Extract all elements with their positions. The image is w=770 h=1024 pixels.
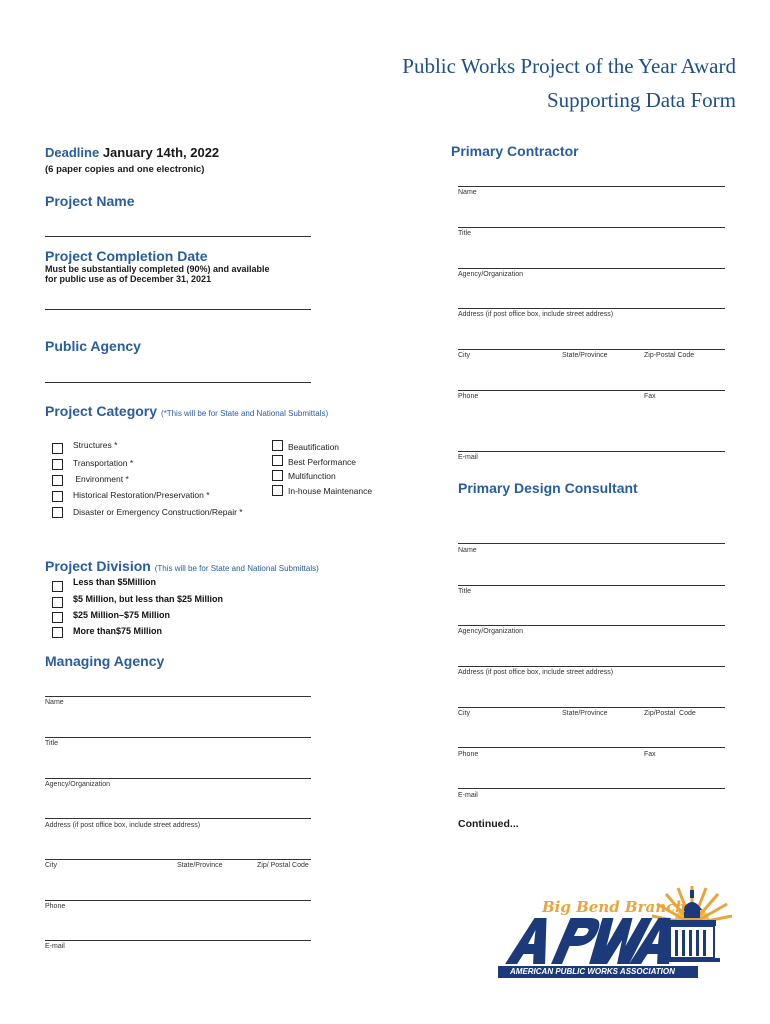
consultant-address-field[interactable] [458, 666, 725, 667]
managing-phone-field[interactable] [45, 900, 311, 901]
project-category-heading [45, 403, 328, 419]
consultant-state-label: State/Province [562, 710, 608, 717]
managing-phone-label: Phone [45, 903, 66, 910]
category-transportation-label: Transportation * [73, 458, 134, 468]
consultant-phone-field[interactable] [458, 747, 725, 748]
division-25m-75m-checkbox[interactable] [52, 612, 63, 623]
contractor-fax-label: Fax [644, 393, 656, 400]
category-inhouse-checkbox[interactable] [272, 485, 283, 496]
project-name-label: Project Name [45, 193, 135, 209]
consultant-title-label: Title [458, 588, 471, 595]
contractor-email-label: E-mail [458, 454, 478, 461]
managing-zip-label: Zip/ Postal Code [257, 862, 309, 869]
deadline-label: Deadline [45, 145, 100, 160]
consultant-agency-label: Agency/Organization [458, 628, 523, 635]
contractor-city-field[interactable] [458, 349, 725, 350]
contractor-city-label: City [458, 352, 471, 359]
category-multifunction-label: Multifunction [288, 471, 336, 481]
project-name-field[interactable] [45, 236, 311, 237]
project-division-heading [45, 558, 319, 574]
apwa-mark [505, 918, 680, 964]
managing-agency-label: Managing Agency [45, 653, 165, 669]
consultant-title-field[interactable] [458, 585, 725, 586]
project-division-label: Project Division [45, 558, 151, 574]
consultant-email-label: E-mail [458, 792, 478, 799]
contractor-name-label: Name [458, 189, 477, 196]
project-category-note: (*This will be for State and National Submittals) [160, 409, 329, 418]
consultant-name-label: Name [458, 547, 477, 554]
contractor-state-label: State/Province [562, 352, 608, 359]
managing-email-field[interactable] [45, 940, 311, 941]
form-title-line1: Public Works Project of the Year Award [402, 54, 736, 78]
apwa-org-name: AMERICAN PUBLIC WORKS ASSOCIATION [510, 967, 675, 976]
consultant-phone-label: Phone [458, 751, 479, 758]
category-transportation-checkbox[interactable] [52, 459, 63, 470]
managing-city-field[interactable] [45, 859, 311, 860]
category-beautification-label: Beautification [288, 442, 340, 452]
consultant-fax-label: Fax [644, 751, 656, 758]
managing-title-field[interactable] [45, 737, 311, 738]
category-inhouse-label: In-house Maintenance [288, 486, 373, 496]
managing-name-label: Name [45, 699, 64, 706]
managing-city-label: City [45, 862, 58, 869]
project-category-label: Project Category [45, 403, 158, 419]
category-disaster-label: Disaster or Emergency Construction/Repair * [73, 507, 243, 517]
contractor-name-field[interactable] [458, 186, 725, 187]
big-bend-branch-text: Big Bend Branch [542, 898, 687, 916]
category-historical-checkbox[interactable] [52, 491, 63, 502]
category-structures-label: Structures * [73, 440, 118, 450]
category-beautification-checkbox[interactable] [272, 440, 283, 451]
category-structures-checkbox[interactable] [52, 443, 63, 454]
managing-agency-field[interactable] [45, 778, 311, 779]
division-25m-75m-label: $25 Million–$75 Million [73, 610, 171, 620]
consultant-email-field[interactable] [458, 788, 725, 789]
contractor-email-field[interactable] [458, 451, 725, 452]
consultant-address-label: Address (if post office box, include street address) [458, 669, 614, 676]
contractor-phone-field[interactable] [458, 390, 725, 391]
division-more-75m-label: More than$75 Million [73, 626, 163, 636]
contractor-title-field[interactable] [458, 227, 725, 228]
design-consultant-label: Primary Design Consultant [458, 480, 638, 496]
deadline-date: January 14th, 2022 [102, 145, 220, 160]
contractor-address-field[interactable] [458, 308, 725, 309]
apwa-logo [492, 880, 740, 980]
managing-agency-org-label: Agency/Organization [45, 781, 110, 788]
deadline-copies-note: (6 paper copies and one electronic) [45, 164, 205, 175]
completion-date-label: Project Completion Date [45, 248, 208, 264]
division-more-75m-checkbox[interactable] [52, 627, 63, 638]
category-best-performance-checkbox[interactable] [272, 455, 283, 466]
category-environment-label: Environment * [73, 474, 129, 484]
division-less-5m-checkbox[interactable] [52, 581, 63, 592]
apwa-logo-graphic [492, 880, 740, 980]
consultant-city-label: City [458, 710, 471, 717]
contractor-agency-label: Agency/Organization [458, 271, 523, 278]
category-multifunction-checkbox[interactable] [272, 470, 283, 481]
consultant-city-field[interactable] [458, 707, 725, 708]
category-best-performance-label: Best Performance [288, 457, 357, 467]
managing-name-field[interactable] [45, 696, 311, 697]
completion-note-line2: for public use as of December 31, 2021 [45, 274, 212, 284]
consultant-name-field[interactable] [458, 543, 725, 544]
category-historical-label: Historical Restoration/Preservation * [73, 490, 210, 500]
managing-state-label: State/Province [177, 862, 223, 869]
contractor-phone-label: Phone [458, 393, 479, 400]
managing-address-field[interactable] [45, 818, 311, 819]
primary-contractor-label: Primary Contractor [451, 143, 579, 159]
public-agency-field[interactable] [45, 382, 311, 383]
division-less-5m-label: Less than $5Million [73, 577, 157, 587]
consultant-agency-field[interactable] [458, 625, 725, 626]
contractor-zip-label: Zip-Postal Code [644, 352, 695, 359]
managing-address-label: Address (if post office box, include street address) [45, 822, 201, 829]
continued-note: Continued... [458, 818, 519, 830]
deadline-heading [45, 145, 219, 160]
contractor-address-label: Address (if post office box, include street address) [458, 311, 614, 318]
managing-title-label: Title [45, 740, 58, 747]
category-environment-checkbox[interactable] [52, 475, 63, 486]
project-division-note: (This will be for State and National Submittals) [154, 564, 319, 573]
form-title-line2: Supporting Data Form [547, 88, 736, 112]
consultant-zip-label: Zip/Postal Code [644, 710, 696, 717]
division-5m-25m-label: $5 Million, but less than $25 Million [73, 594, 224, 604]
completion-note-line1: Must be substantially completed (90%) and available [45, 264, 270, 274]
completion-date-field[interactable] [45, 309, 311, 310]
public-agency-label: Public Agency [45, 338, 141, 354]
contractor-title-label: Title [458, 230, 471, 237]
category-disaster-checkbox[interactable] [52, 507, 63, 518]
contractor-agency-field[interactable] [458, 268, 725, 269]
managing-email-label: E-mail [45, 943, 65, 950]
division-5m-25m-checkbox[interactable] [52, 597, 63, 608]
